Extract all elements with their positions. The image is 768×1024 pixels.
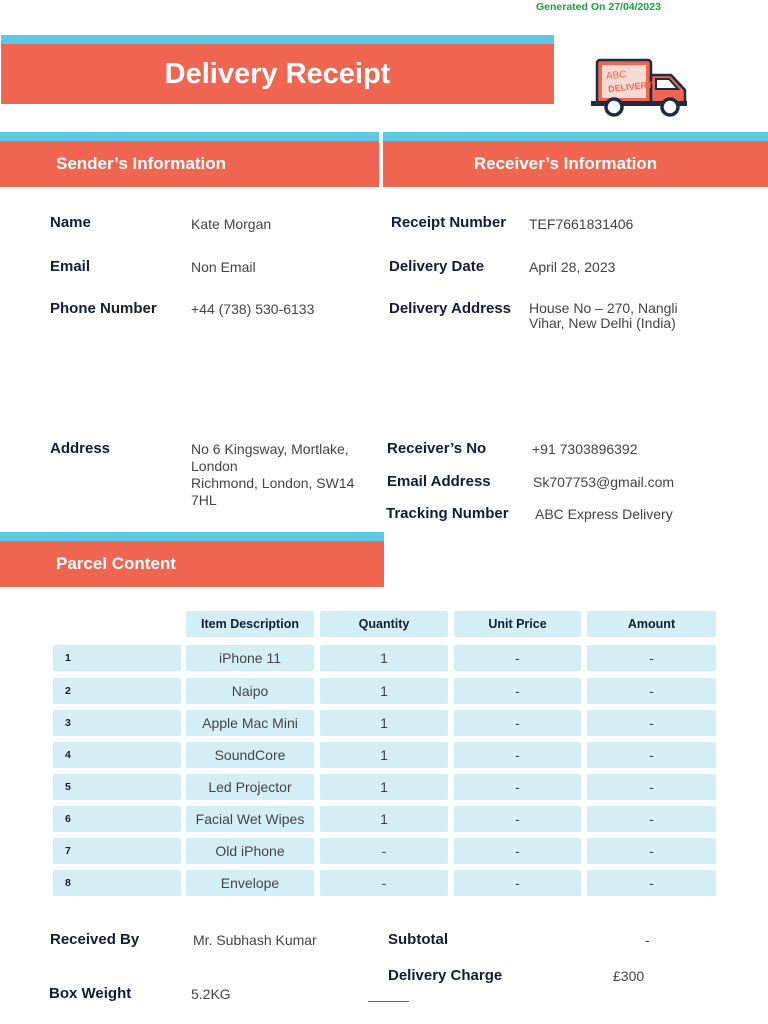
receipt-number: TEF7661831406 xyxy=(529,216,634,232)
sender-address-line: Richmond, London, SW14 xyxy=(191,475,355,491)
footer-divider xyxy=(368,1001,409,1002)
row-number: 4 xyxy=(53,742,181,768)
row-number: 5 xyxy=(53,774,181,800)
item-description: Led Projector xyxy=(186,774,314,800)
delivery-address-label: Delivery Address xyxy=(389,300,512,317)
receiver-strip xyxy=(383,132,768,141)
logo-text-delivery: DELIVERY xyxy=(607,79,654,95)
column-header-unit-price: Unit Price xyxy=(454,611,581,637)
column-header-amount: Amount xyxy=(587,611,716,637)
parcel-heading: Parcel Content xyxy=(0,541,384,587)
tracking-number: ABC Express Delivery xyxy=(535,506,673,522)
item-description: Naipo xyxy=(186,678,314,704)
received-by-label: Received By xyxy=(50,931,140,948)
quantity: 1 xyxy=(320,645,448,671)
parcel-strip xyxy=(0,532,384,541)
quantity: - xyxy=(320,870,448,896)
delivery-date: April 28, 2023 xyxy=(529,259,616,275)
receiver-heading: Receiver’s Information xyxy=(383,141,768,187)
item-description: Old iPhone xyxy=(186,838,314,864)
sender-phone-label: Phone Number xyxy=(50,300,157,317)
row-number: 6 xyxy=(53,806,181,832)
row-number: 3 xyxy=(53,710,181,736)
quantity: 1 xyxy=(320,710,448,736)
sender-address-line: London xyxy=(191,458,238,474)
box-weight: 5.2KG xyxy=(191,986,231,1002)
amount: - xyxy=(587,806,716,832)
sender-address-line: No 6 Kingsway, Mortlake, xyxy=(191,441,349,457)
sender-email: Non Email xyxy=(191,259,256,275)
item-description: Facial Wet Wipes xyxy=(186,806,314,832)
amount: - xyxy=(587,710,716,736)
title-strip xyxy=(1,35,554,44)
unit-price: - xyxy=(454,742,581,768)
unit-price: - xyxy=(454,774,581,800)
sender-name: Kate Morgan xyxy=(191,216,272,232)
unit-price: - xyxy=(454,678,581,704)
sender-phone: +44 (738) 530-6133 xyxy=(191,301,315,317)
delivery-charge-label: Delivery Charge xyxy=(388,967,503,984)
quantity: 1 xyxy=(320,678,448,704)
amount: - xyxy=(587,774,716,800)
amount: - xyxy=(587,838,716,864)
receiver-email-label: Email Address xyxy=(387,473,491,490)
delivery-charge: £300 xyxy=(613,968,645,984)
sender-strip xyxy=(0,132,379,141)
quantity: 1 xyxy=(320,806,448,832)
delivery-address-line: House No – 270, Nangli xyxy=(529,300,678,316)
row-number: 8 xyxy=(53,870,181,896)
unit-price: - xyxy=(454,838,581,864)
column-header-quantity: Quantity xyxy=(320,611,448,637)
quantity: - xyxy=(320,838,448,864)
receiver-no-label: Receiver’s No xyxy=(387,440,487,457)
delivery-address xyxy=(529,301,729,331)
generated-date: Generated On 27/04/2023 xyxy=(536,1,661,13)
receiver-no: +91 7303896392 xyxy=(532,441,638,457)
subtotal: - xyxy=(645,932,650,948)
logo-text-abc: ABC xyxy=(605,69,627,83)
sender-name-label: Name xyxy=(50,214,91,231)
sender-address-label: Address xyxy=(50,440,111,457)
received-by: Mr. Subhash Kumar xyxy=(193,932,317,948)
receipt-number-label: Receipt Number xyxy=(391,214,507,231)
tracking-number-label: Tracking Number xyxy=(386,505,509,522)
item-description: SoundCore xyxy=(186,742,314,768)
box-weight-label: Box Weight xyxy=(49,985,132,1002)
quantity: 1 xyxy=(320,774,448,800)
truck-icon xyxy=(589,57,691,121)
unit-price: - xyxy=(454,870,581,896)
receiver-email: Sk707753@gmail.com xyxy=(533,474,675,490)
row-number: 1 xyxy=(53,645,181,671)
item-description: Envelope xyxy=(186,870,314,896)
item-description: iPhone 11 xyxy=(186,645,314,671)
unit-price: - xyxy=(454,806,581,832)
sender-address-line: 7HL xyxy=(191,492,217,508)
unit-price: - xyxy=(454,645,581,671)
sender-heading: Sender’s Information xyxy=(0,141,379,187)
quantity: 1 xyxy=(320,742,448,768)
column-header-item: Item Description xyxy=(186,611,314,637)
sender-address xyxy=(191,441,371,509)
row-number: 2 xyxy=(53,678,181,704)
item-description: Apple Mac Mini xyxy=(186,710,314,736)
subtotal-label: Subtotal xyxy=(388,931,448,948)
delivery-address-line: Vihar, New Delhi (India) xyxy=(529,315,676,331)
amount: - xyxy=(587,870,716,896)
amount: - xyxy=(587,678,716,704)
unit-price: - xyxy=(454,710,581,736)
sender-email-label: Email xyxy=(50,258,91,275)
amount: - xyxy=(587,645,716,671)
row-number: 7 xyxy=(53,838,181,864)
delivery-date-label: Delivery Date xyxy=(389,258,485,275)
page-title: Delivery Receipt xyxy=(1,44,554,104)
amount: - xyxy=(587,742,716,768)
